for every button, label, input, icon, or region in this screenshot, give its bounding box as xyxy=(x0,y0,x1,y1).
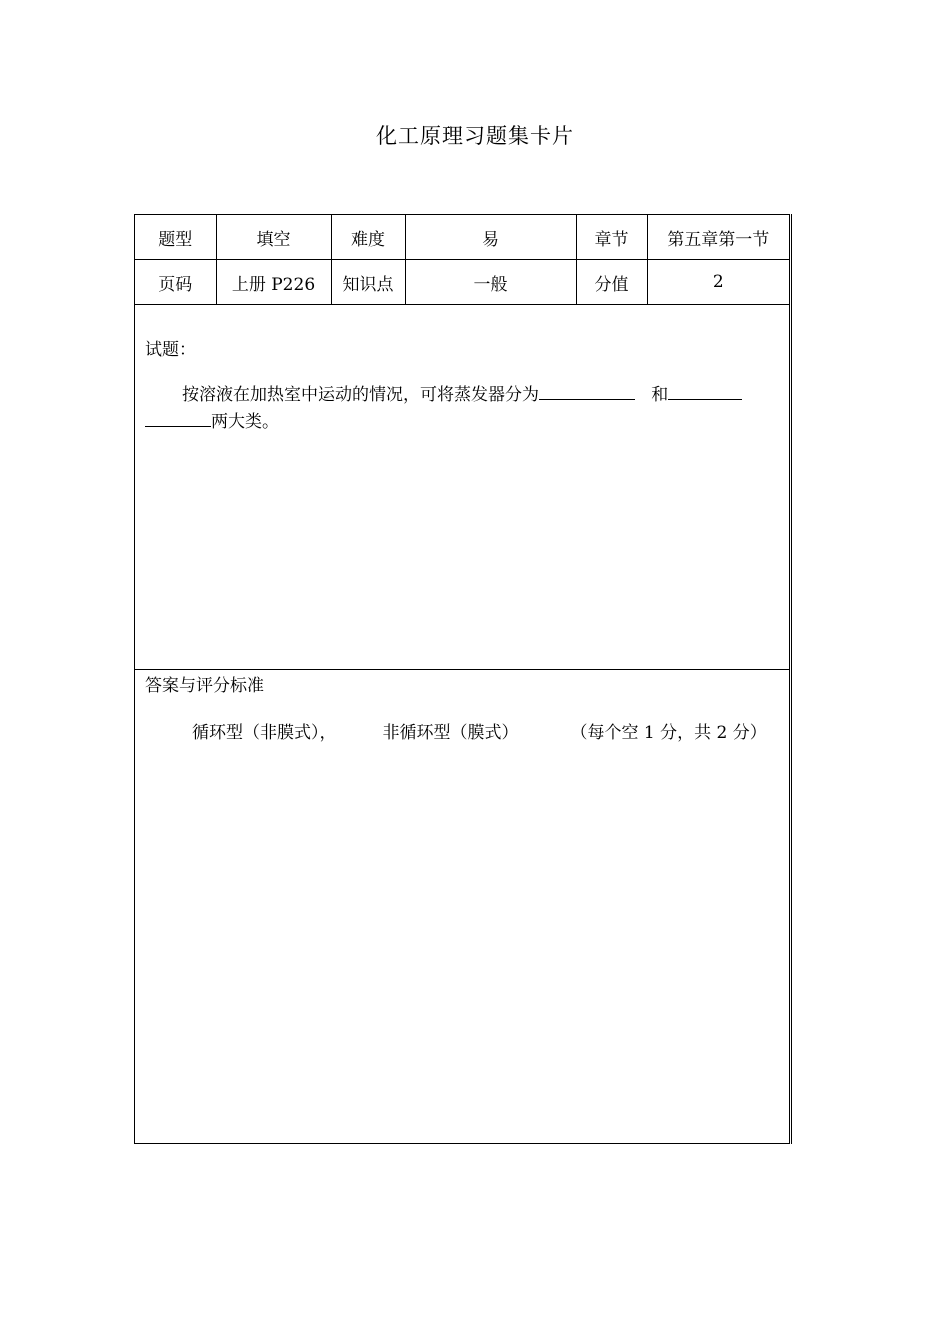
page-value: 上册 P226 xyxy=(216,260,331,305)
card-meta-table xyxy=(135,215,789,305)
chapter-label: 章节 xyxy=(576,215,647,260)
meta-row xyxy=(135,260,789,305)
answer-label: 答案与评分标准 xyxy=(145,676,264,696)
type-label: 题型 xyxy=(135,215,216,260)
score-value: 2 xyxy=(647,260,789,305)
knowledge-value: 一般 xyxy=(405,260,576,305)
chapter-value: 第五章第一节 xyxy=(647,215,789,260)
question-part2: 和 xyxy=(651,385,669,405)
answer-blank-2 xyxy=(668,381,742,400)
type-value: 填空 xyxy=(216,215,331,260)
question-section xyxy=(135,306,789,670)
question-part1: 按溶液在加热室中运动的情况，可将蒸发器分为 xyxy=(182,385,539,405)
question-text xyxy=(145,381,785,435)
exercise-card xyxy=(134,214,790,1144)
answer-text xyxy=(145,720,789,746)
scoring-note: （每个空 1 分，共 2 分） xyxy=(570,723,767,743)
page-label: 页码 xyxy=(135,260,216,305)
score-label: 分值 xyxy=(576,260,647,305)
knowledge-label: 知识点 xyxy=(331,260,405,305)
difficulty-label: 难度 xyxy=(331,215,405,260)
question-label: 试题： xyxy=(145,340,196,360)
answer-blank-2-cont xyxy=(145,408,211,427)
answer-blank-1 xyxy=(539,381,635,400)
difficulty-value: 易 xyxy=(405,215,576,260)
meta-row xyxy=(135,215,789,260)
question-part3: 两大类。 xyxy=(211,412,279,432)
page-title: 化工原理习题集卡片 xyxy=(376,124,574,148)
answer-item-2: 非循环型（膜式） xyxy=(382,723,519,743)
answer-item-1: 循环型（非膜式）， xyxy=(192,723,337,743)
